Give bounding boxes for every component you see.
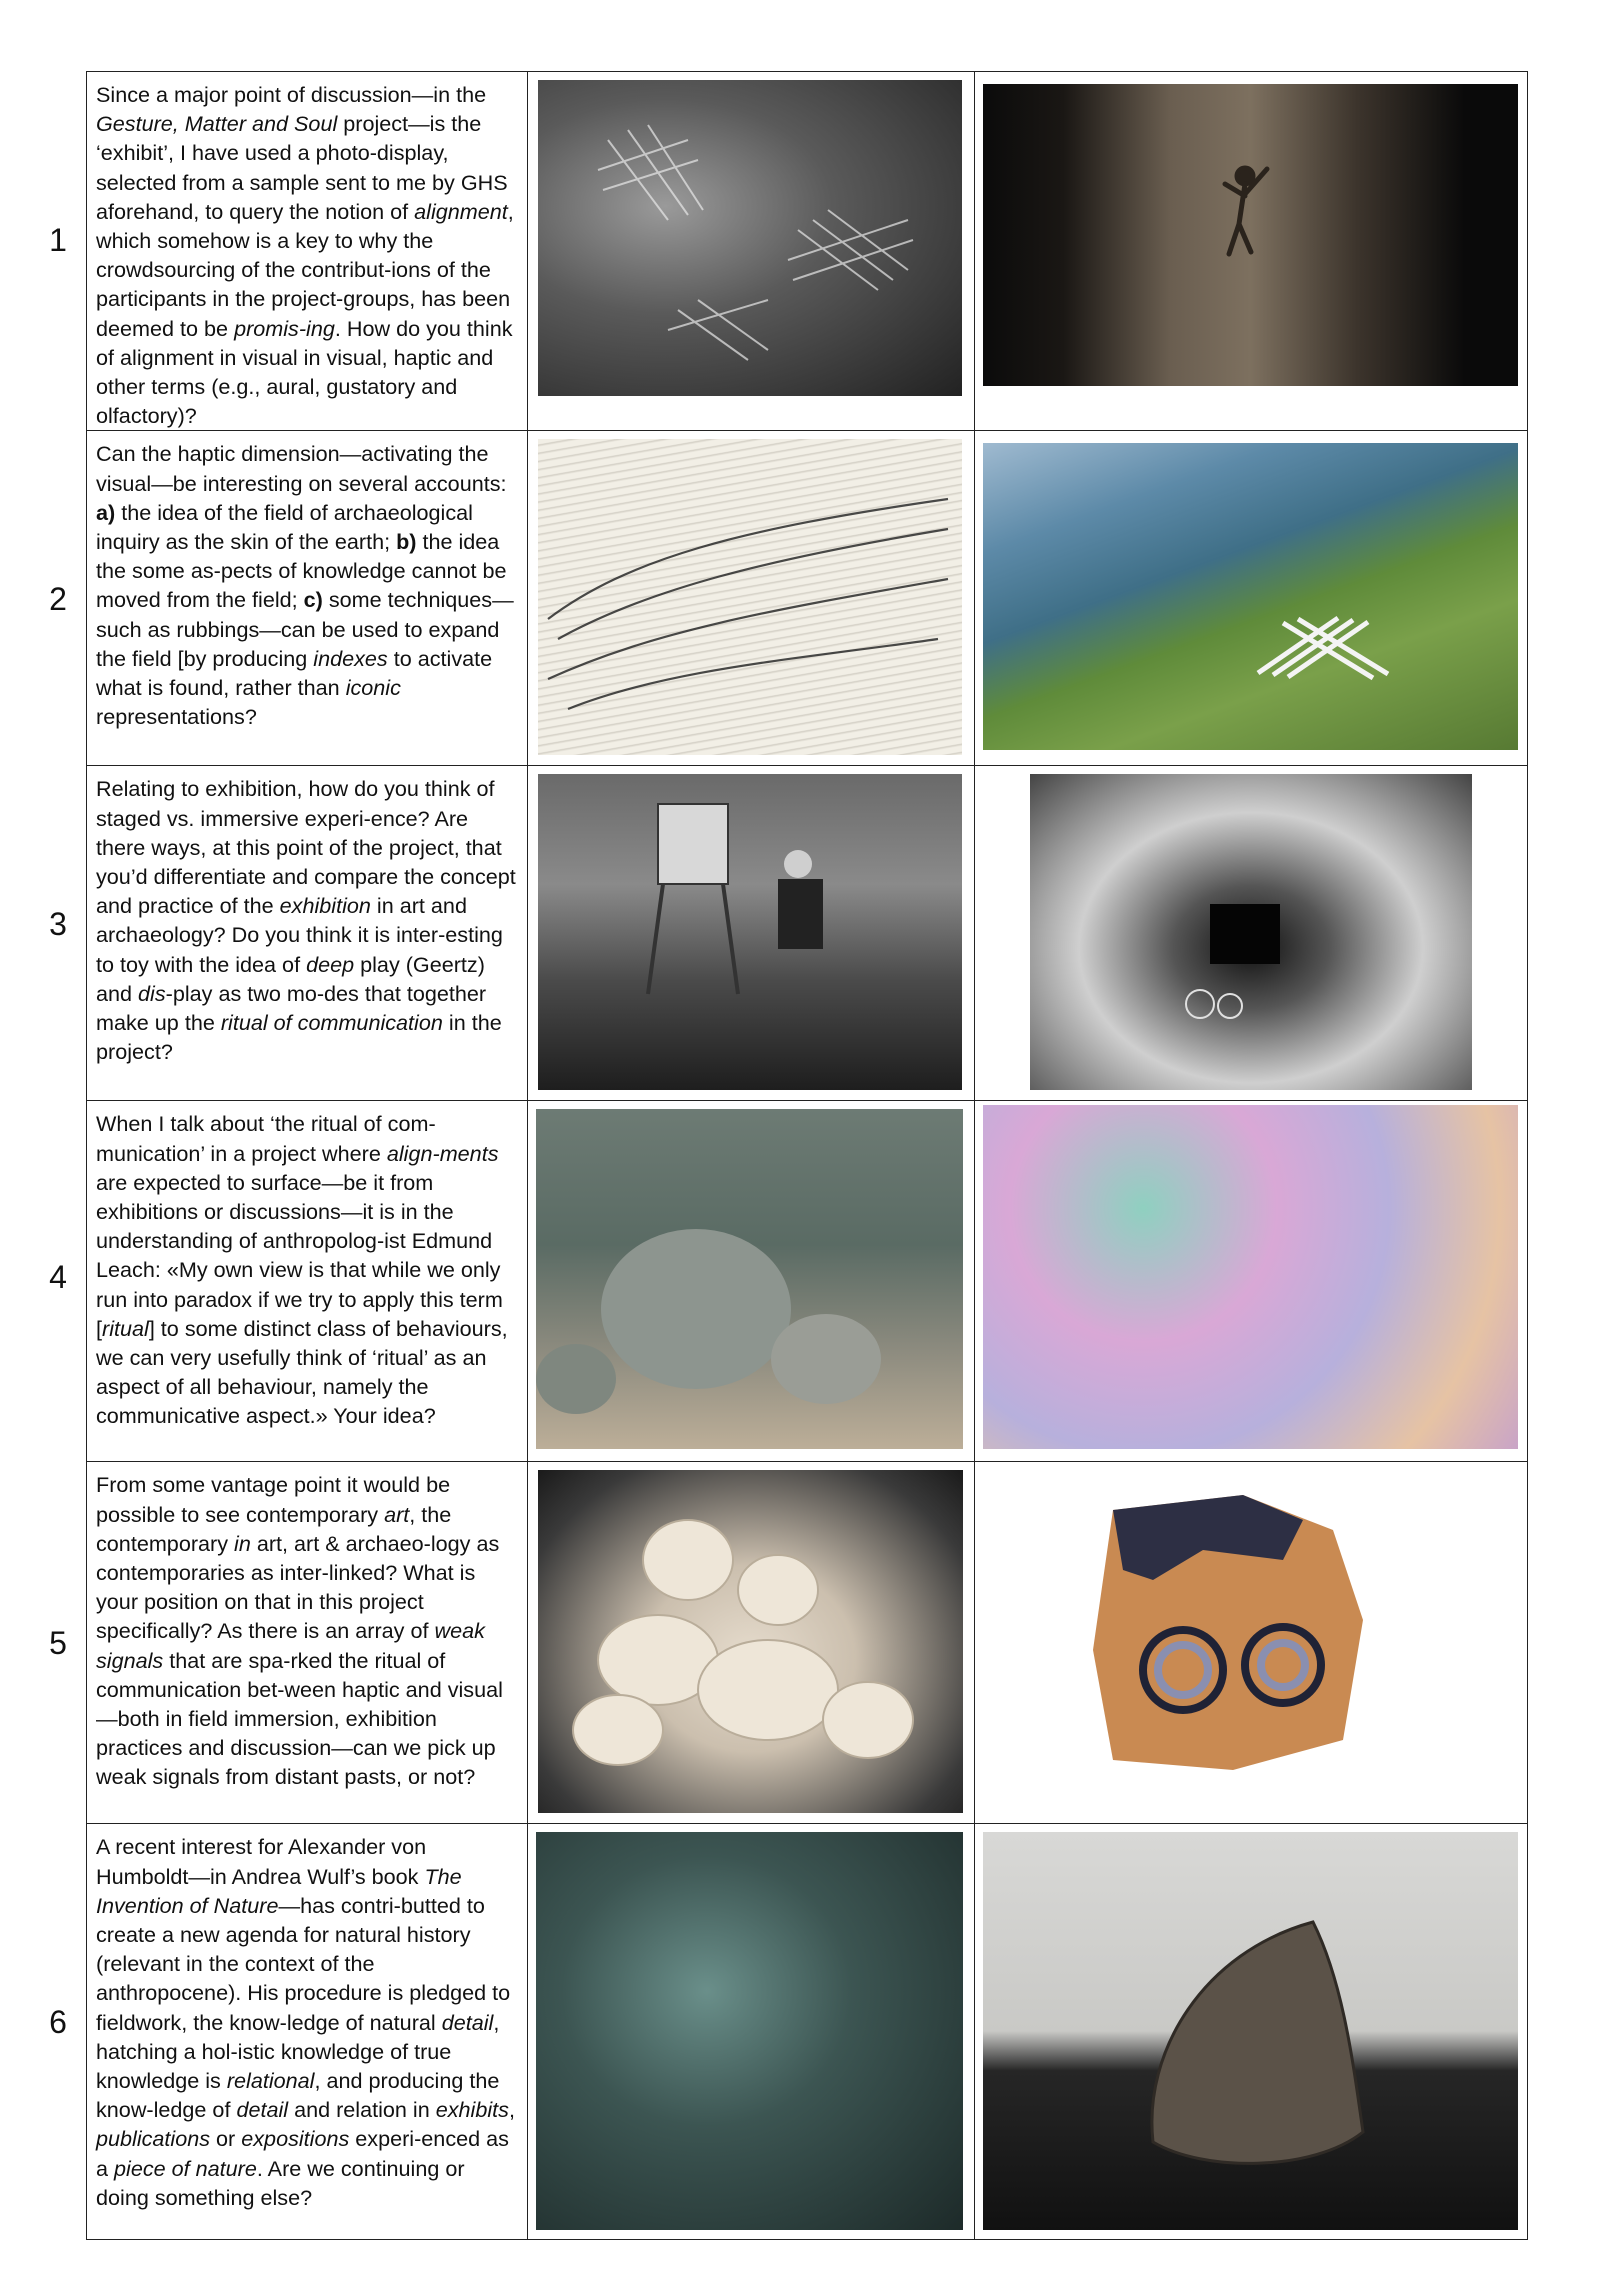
question-cell-5 — [49, 1462, 528, 1824]
bronze-form — [983, 1832, 1518, 2230]
question-text: Relating to exhibition, how do you think of staged vs. immersive experi-ence? Are there ways, at this point of the project, that you’d differentiate and compare the concept and practice of the exhibition in art and archaeology? Do you think it is inter-esting to toy with the idea of deep play (Geertz) and dis-play as two mo-des that together make up the ritual of communication in the project? — [96, 776, 516, 1065]
image-cell-3a — [528, 766, 975, 1101]
sketch-strokes — [538, 439, 962, 755]
table-row — [87, 1101, 1528, 1462]
agate-slice — [983, 1470, 1518, 1813]
row-number: 4 — [49, 1259, 67, 1296]
question-cell-3 — [49, 766, 528, 1101]
rock-climber-photo — [983, 84, 1518, 386]
tomb-doorway — [1030, 774, 1472, 1090]
question-text: A recent interest for Alexander von Humboldt—in Andrea Wulf’s book The Invention of Nature—has contri-butted to create a new agenda for natural history (relevant in the context of the anthropocene). His procedure is pledged to fieldwork, the know-ledge of natural detail, hatching a hol-istic knowledge of true knowledge is relational, and producing the know-ledge of detail and relation in exhibits, publications or expositions experi-enced as a piece of nature. Are we continuing or doing something else? — [96, 1834, 515, 2210]
table-row — [87, 1824, 1528, 2240]
question-cell-6 — [49, 1824, 528, 2240]
image-cell-4a — [528, 1101, 975, 1462]
aerial-cross-marker — [983, 443, 1518, 750]
tomb-entrance-photo — [1030, 774, 1472, 1090]
pencil-sketch-drawing — [538, 439, 962, 755]
question-text: Since a major point of discussion—in the Gesture, Matter and Soul project—is the ‘exhibit’, I have used a photo-display, selected from a sample sent to me by GHS aforehand, to query the notion of alignment, which somehow is a key to why the crowdsourcing of the contribut-ions of the participants in the project-groups, has been deemed to be promis-ing. How do you think of alignment in visual in visual, haptic and other terms (e.g., aural, gustatory and olfactory)? — [96, 82, 514, 429]
row-number: 6 — [49, 2004, 67, 2041]
table-row — [87, 431, 1528, 766]
white-stone-sculpture-photo — [538, 1470, 963, 1813]
question-cell-4 — [49, 1101, 528, 1462]
image-cell-6a — [528, 1824, 975, 2240]
image-cell-2b — [975, 431, 1528, 766]
question-text: When I talk about ‘the ritual of com-munication’ in a project where align-ments are expected to surface—be it from exhibitions or discussions—it is in the understanding of anthropolog-ist Edmund Leach: «My own view is that while we only run into paradox if we try to apply this term [ritual] to some distinct class of behaviours, we can very usefully think of ‘ritual’ as an aspect of all behaviour, namely the communicative aspect.» Your idea? — [96, 1111, 508, 1429]
image-cell-5b — [975, 1462, 1528, 1824]
image-cell-1a — [528, 72, 975, 431]
questions-table — [49, 71, 1528, 2240]
question-cell-2 — [49, 431, 528, 766]
iridescent-shell-photo — [983, 1105, 1518, 1449]
image-cell-5a — [528, 1462, 975, 1824]
image-cell-1b — [975, 72, 1528, 431]
table-row — [87, 72, 1528, 431]
cave-engraving-lines — [538, 80, 962, 396]
engraved-cave-wall-photo — [538, 80, 962, 396]
table-row — [87, 1462, 1528, 1824]
row-number: 5 — [49, 1625, 67, 1662]
photogram-abstract-image — [536, 1832, 963, 2230]
boulder-shapes — [536, 1109, 963, 1449]
bronze-sculpture-photo — [983, 1832, 1518, 2230]
lecture-easel — [538, 774, 962, 1090]
agate-slice-photo — [983, 1470, 1518, 1813]
row-number: 2 — [49, 581, 67, 618]
boulder-forest-photo — [536, 1109, 963, 1449]
row-number: 3 — [49, 906, 67, 943]
question-cell-1 — [49, 72, 528, 431]
image-cell-6b — [975, 1824, 1528, 2240]
image-cell-2a — [528, 431, 975, 766]
table-row — [87, 766, 1528, 1101]
image-cell-3b — [975, 766, 1528, 1101]
question-text: From some vantage point it would be possible to see contemporary art, the contemporary in art, art & archaeo-logy as contemporaries as inter-linked? What is your position on that in this project specifically? As there is an array of weak signals that are spa-rked the ritual of communication bet-ween haptic and visual—both in field immersion, exhibition practices and discussion—can we pick up weak signals from distant pasts, or not? — [96, 1472, 503, 1790]
sculpture-lobes — [538, 1470, 963, 1813]
row-number: 1 — [49, 222, 67, 258]
questions-table-sheet — [49, 71, 1527, 2240]
climber-figure — [983, 84, 1518, 386]
question-text: Can the haptic dimension—activating the visual—be interesting on several accounts: a) the idea of the field of archaeological inquiry as the skin of the earth; b) the idea the some as-pects of knowledge cannot be moved from the field; c) some techniques—such as rubbings—can be used to expand the field [by producing indexes to activate what is found, rather than iconic representations? — [96, 441, 514, 730]
lecture-audience-photo — [538, 774, 962, 1090]
image-cell-4b — [975, 1101, 1528, 1462]
aerial-coastline-photo — [983, 443, 1518, 750]
